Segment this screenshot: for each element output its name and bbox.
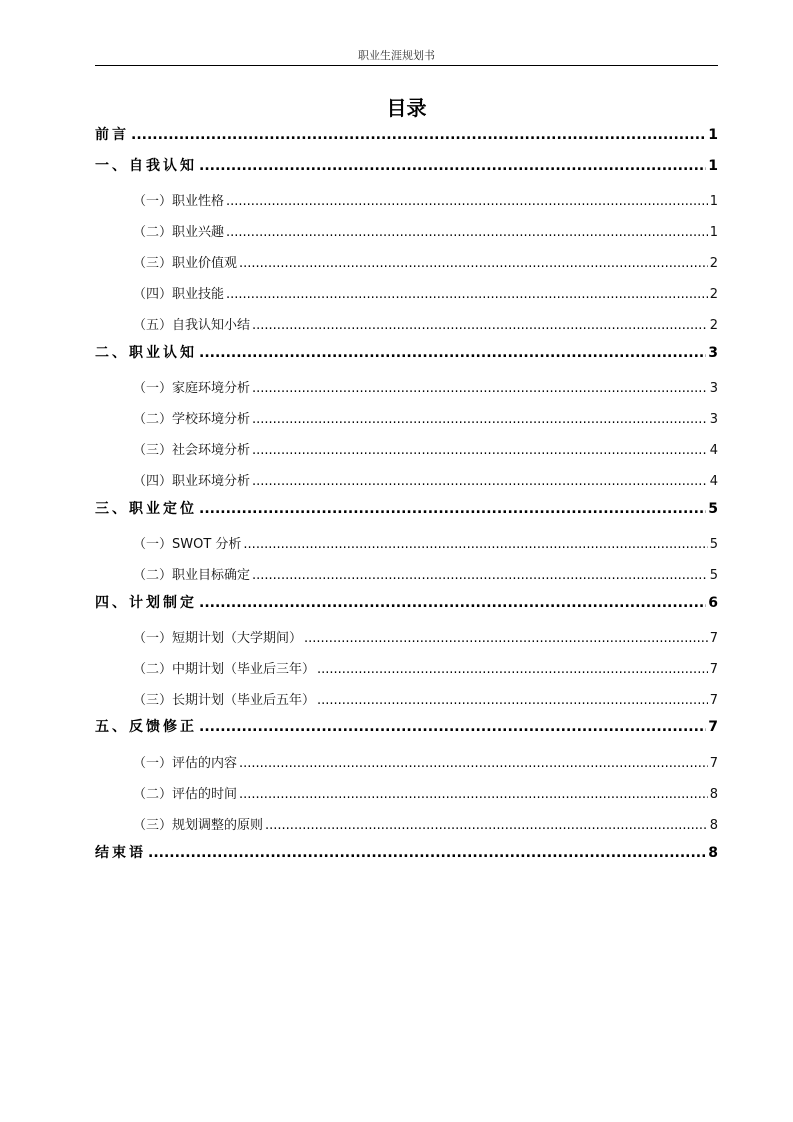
toc-entry-label: （四）职业技能 (133, 287, 225, 302)
toc-entry-page-number: 8 (709, 818, 718, 833)
toc-section-entry[interactable] (133, 257, 718, 270)
toc-entry-label: （一）家庭环境分析 (133, 381, 251, 396)
toc-chapter-entry[interactable] (95, 720, 718, 734)
toc-entry-label: 五、反馈修正 (95, 719, 197, 735)
page-header-title: 职业生涯规划书 (358, 49, 435, 62)
toc-entry-label: （一）短期计划（大学期间） (133, 631, 303, 646)
toc-chapter-entry[interactable] (95, 346, 718, 360)
toc-entry-page-number: 1 (708, 127, 718, 143)
toc-section-entry[interactable] (133, 694, 718, 707)
toc-dot-leader (252, 413, 708, 426)
toc-section-entry[interactable] (133, 538, 718, 551)
toc-entry-label: 一、自我认知 (95, 158, 197, 174)
toc-section-entry[interactable] (133, 319, 718, 332)
toc-chapter-entry[interactable] (95, 846, 718, 860)
toc-entry-page-number: 6 (708, 595, 718, 611)
toc-entry-label: （二）中期计划（毕业后三年） (133, 662, 316, 677)
toc-entry-label: （四）职业环境分析 (133, 474, 251, 489)
toc-entry-page-number: 2 (709, 318, 718, 333)
toc-title: 目录 (386, 96, 427, 120)
toc-entry-page-number: 7 (709, 693, 718, 708)
toc-section-entry[interactable] (133, 226, 718, 239)
toc-entry-label: （五）自我认知小结 (133, 318, 251, 333)
toc-section-entry[interactable] (133, 757, 718, 770)
toc-entry-page-number: 2 (709, 256, 718, 271)
toc-entry-label: （二）职业兴趣 (133, 225, 225, 240)
toc-entry-page-number: 5 (709, 568, 718, 583)
toc-entry-page-number: 3 (709, 381, 718, 396)
toc-chapter-entry[interactable] (95, 159, 718, 173)
toc-chapter-entry[interactable] (95, 128, 718, 142)
toc-dot-leader (199, 720, 706, 734)
toc-entry-page-number: 8 (708, 845, 718, 861)
toc-section-entry[interactable] (133, 819, 718, 832)
header-divider (95, 65, 718, 66)
toc-dot-leader (252, 444, 708, 457)
toc-dot-leader (131, 128, 706, 142)
toc-entry-page-number: 1 (709, 225, 718, 240)
toc-entry-label: 前言 (95, 127, 129, 143)
toc-dot-leader (199, 346, 706, 360)
toc-dot-leader (239, 257, 708, 270)
toc-section-entry[interactable] (133, 632, 718, 645)
toc-dot-leader (304, 632, 708, 645)
toc-entry-label: （三）社会环境分析 (133, 443, 251, 458)
toc-dot-leader (148, 846, 706, 860)
toc-dot-leader (239, 788, 708, 801)
toc-entry-page-number: 5 (709, 537, 718, 552)
toc-entry-page-number: 4 (709, 474, 718, 489)
toc-section-entry[interactable] (133, 475, 718, 488)
toc-entry-label: （二）职业目标确定 (133, 568, 251, 583)
toc-entry-label: 三、职业定位 (95, 501, 197, 517)
toc-section-entry[interactable] (133, 569, 718, 582)
toc-section-entry[interactable] (133, 788, 718, 801)
toc-dot-leader (199, 159, 706, 173)
toc-entry-page-number: 7 (708, 719, 718, 735)
toc-dot-leader (252, 382, 708, 395)
toc-entry-label: （二）评估的时间 (133, 787, 238, 802)
toc-entry-page-number: 7 (709, 756, 718, 771)
toc-chapter-entry[interactable] (95, 596, 718, 610)
toc-section-entry[interactable] (133, 444, 718, 457)
toc-entry-label: 二、职业认知 (95, 345, 197, 361)
toc-entry-label: （一）SWOT 分析 (133, 537, 242, 552)
toc-entry-label: 四、计划制定 (95, 595, 197, 611)
toc-dot-leader (265, 819, 708, 832)
toc-section-entry[interactable] (133, 195, 718, 208)
toc-dot-leader (226, 226, 708, 239)
toc-section-entry[interactable] (133, 382, 718, 395)
toc-entry-label: （二）学校环境分析 (133, 412, 251, 427)
toc-entry-page-number: 2 (709, 287, 718, 302)
toc-section-entry[interactable] (133, 413, 718, 426)
toc-entry-page-number: 5 (708, 501, 718, 517)
toc-chapter-entry[interactable] (95, 502, 718, 516)
toc-entry-page-number: 7 (709, 631, 718, 646)
toc-dot-leader (317, 663, 708, 676)
toc-dot-leader (239, 757, 708, 770)
toc-entry-label: （三）规划调整的原则 (133, 818, 264, 833)
toc-dot-leader (226, 288, 708, 301)
toc-dot-leader (226, 195, 708, 208)
toc-entry-label: 结束语 (95, 845, 146, 861)
toc-entry-label: （一）职业性格 (133, 194, 225, 209)
toc-dot-leader (317, 694, 708, 707)
toc-dot-leader (199, 502, 706, 516)
toc-entry-page-number: 4 (709, 443, 718, 458)
toc-entry-label: （三）长期计划（毕业后五年） (133, 693, 316, 708)
toc-dot-leader (252, 569, 708, 582)
toc-entry-page-number: 3 (709, 412, 718, 427)
toc-entry-page-number: 3 (708, 345, 718, 361)
toc-dot-leader (252, 475, 708, 488)
toc-entry-page-number: 1 (709, 194, 718, 209)
toc-section-entry[interactable] (133, 288, 718, 301)
toc-entry-page-number: 7 (709, 662, 718, 677)
toc-entry-page-number: 8 (709, 787, 718, 802)
toc-dot-leader (252, 319, 708, 332)
toc-section-entry[interactable] (133, 663, 718, 676)
toc-entry-label: （一）评估的内容 (133, 756, 238, 771)
toc-entry-page-number: 1 (708, 158, 718, 174)
toc-entry-label: （三）职业价值观 (133, 256, 238, 271)
toc-dot-leader (243, 538, 707, 551)
toc-dot-leader (199, 596, 706, 610)
